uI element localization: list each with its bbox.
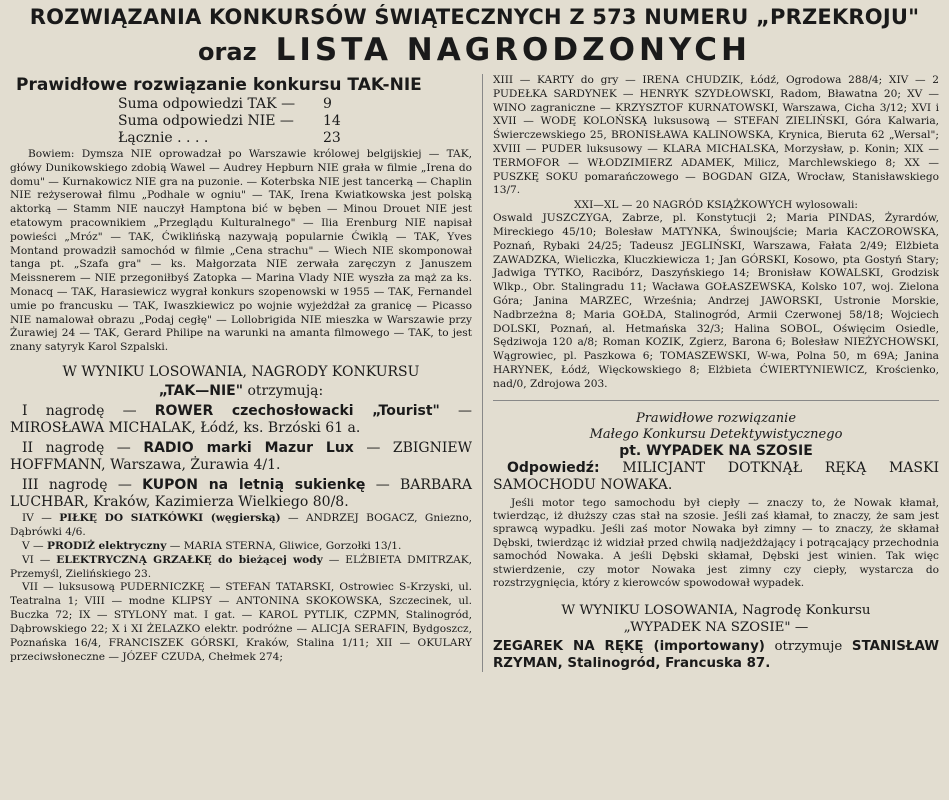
headline-main: ROZWIĄZANIA KONKURSÓW ŚWIĄTECZNYCH Z 573 NUMERU „PRZEKROJU" xyxy=(29,5,920,29)
lottery-heading-rest: otrzymują: xyxy=(247,382,324,399)
prize-item: PRODIŻ elektryczny xyxy=(47,539,167,552)
prize-winner: — BARBARA LUCHBAR, Kraków, Kazimierza Wielkiego 80/8. xyxy=(10,476,473,511)
prize-place: VI — xyxy=(22,553,51,566)
prize-place: III nagrodę — xyxy=(22,476,132,493)
headline-sub xyxy=(10,32,939,73)
prize-list-rest: VII — luksusową PUDERNICZKĘ — STEFAN TATARSKI, Ostrowiec S-Krzyski, ul. Teatralna 1; VIII — modne KLIPSY — ANTONINA SKOKOWSKA, Szczecinek, ul. Buczka 72; IX — STYLONY mat. I gat. — KAROL PYTLIK, CZPMN, Stalinogród, Dąbrowskiego 22; X i XI ŻELAZKO elektr. podróżne — ALICJA SERAFIN, Bydgoszcz, Poznańska 16/4, FRANCISZEK GÓRSKI, Kraków, Stalina 1/11; XII — OKULARY przeciwsłoneczne — JÓZEF CZUDA, Chełmek 274; xyxy=(10,581,472,664)
prize-item: RADIO marki Mazur Lux xyxy=(143,439,354,456)
lottery-heading xyxy=(10,363,472,401)
prize-place: V — xyxy=(22,539,44,552)
detective-lottery-line1: W WYNIKU LOSOWANIA, Nagrodę Konkursu xyxy=(561,603,871,619)
detective-contest-section xyxy=(493,400,939,673)
tally-value: 9 xyxy=(323,96,332,112)
detective-intro: Prawidłowe rozwiązanie xyxy=(635,410,797,426)
answer-text: MILICJANT DOTKNĄŁ RĘKĄ MASKI SAMOCHODU NOWAKA. xyxy=(493,459,939,493)
prize-list-continuation: XIII — KARTY do gry — IRENA CHUDZIK, Łódź, Ogrodowa 288/4; XIV — 2 PUDEŁKA SARDYNEK — HENRYK SZYDŁOWSKI, Radom, Bławatna 20; XV — WINO zagraniczne — KRZYSZTOF KURNATOWSKI, Warszawa, Cicha 3/12; XVI i XVII — WODĘ KOLOŃSKĄ luksusową — STEFAN ZIELIŃSKI, Góra Kalwaria, Świerczewskiego 25, BRONISŁAWA KALINOWSKA, Krynica, Bieruta 62 „Wersal"; XVIII — PUDER luksusowy — KLARA MICHALSKA, Morzysław, p. Konin; XIX — TERMOFOR — WŁODZIMIERZ ADAMEK, Milicz, Marchlewskiego 8; XX — PUSZKĘ SOKU pomarańczowego — BOGDAN GIZA, Wrocław, Stanisławskiego 13/7. xyxy=(493,74,939,197)
detective-winner: STANISŁAW RZYMAN, Stalinogród, Francuska 87. xyxy=(493,639,939,672)
prize-place: I nagrodę — xyxy=(22,402,137,419)
tally-label: Łącznie . . . . xyxy=(118,130,209,146)
tally-row xyxy=(118,113,472,130)
tally-row xyxy=(118,130,472,147)
detective-lottery-line2: „WYPADEK NA SZOSIE" — xyxy=(623,620,809,636)
tally-row xyxy=(118,96,472,113)
detective-title: pt. WYPADEK NA SZOSIE xyxy=(619,442,813,459)
taknie-tally xyxy=(118,96,472,147)
prize-winner: — MIROSŁAWA MICHALAK, Łódź, ks. Brzóski 61 a. xyxy=(10,402,473,437)
prize-entry xyxy=(10,477,472,512)
detective-contest-name: Małego Konkursu Detektywistycznego xyxy=(589,426,843,442)
prize-entry xyxy=(10,403,472,438)
detective-prize-verb: otrzymuje xyxy=(774,639,843,655)
prize-item: PIŁKĘ DO SIATKÓWKI (węgierską) xyxy=(59,511,281,524)
detective-prize xyxy=(493,638,939,672)
lottery-heading-line2 xyxy=(10,382,472,401)
prize-entry xyxy=(10,512,472,540)
tally-value: 14 xyxy=(323,113,341,129)
detective-lottery-heading xyxy=(493,602,939,636)
prize-place: IV — xyxy=(22,511,52,524)
taknie-explanation: Bowiem: Dymsza NIE oprowadzał po Warszawie królowej belgijskiej — TAK, główy Dunikowskiego zdobią Wawel — Audrey Hepburn NIE grała w filmie „Irena do domu" — Kurnakowicz NIE gra na puzonie. — Koterbska NIE jest tancerką — Chaplin NIE reżyserował filmu „Podhale w ogniu" — TAK, Irena Kwiatkowska jest polską aktorką — Stamm NIE nauczył Hamptona bić w bęben — Minou Drouet NIE jest etatowym pracownikiem „Przeglądu Kulturalnego" — Ilia Erenburg NIE napisał powieści „Mróz" — TAK, Ćwiklińską nazywają popularnie Ćwiklą — TAK, Yves Montand prowadził samochód w filmie „Cena strachu" — Wiech NIE skomponował tanga pt. „Szafa gra" — ks. Małgorzata NIE zerwała zaręczyn z Januszem Meissnerem — NIE przegoniłbyś Zatopka — Marina Vlady NIE wyszła za mąż za ks. Monacq — TAK, Harasiewicz wygrał konkurs szopenowski w 1955 — TAK, Fernandel umie po francusku — TAK, Iwaszkiewicz po wojnie wyjeżdżał za granicę — Picasso NIE namalował obrazu „Podaj cegłę" — Lollobrigida NIE mieszka w Warszawie przy Żurawiej 24 — TAK, Gerard Philipe na warunki na amanta filmowego — TAK, to jest znany satyryk Karol Szpalski. xyxy=(10,148,472,354)
prize-winner: — MARIA STERNA, Gliwice, Gorzołki 13/1. xyxy=(169,539,402,552)
detective-solution: Jeśli motor tego samochodu był ciepły — znaczy to, że Nowak kłamał, twierdząc, iż dłuższy czas stał na szosie. Jeśli zaś kłamał, to znaczy, że sam jest sprawcą wypadku. Jeśli zaś motor Nowaka był zimny — to znaczy, że skłamał Dębski, twierdząc iż widział przed chwilą nadjeżdżający i potrącający przechodnia samochód Nowaka. A jeśli Dębski skłamał, Dębski jest winien. Tak więc stwierdzenie, czy motor Nowaka jest zimny czy ciepły, wystarcza do rozstrzygnięcia, który z kierowców spowodował wypadek. xyxy=(493,496,939,589)
book-prizes-list: Oswald JUSZCZYGA, Zabrze, pl. Konstytucji 2; Maria PINDAS, Żyrardów, Mireckiego 45/10; Bolesław MATYNKA, Świnoujście; Maria KACZOROWSKA, Poznań, Rybaki 24/25; Tadeusz JEGLIŃSKI, Warszawa, Fałata 2/49; Elżbieta ZAWADZKA, Wieliczka, Kluczkiewicza 1; Jan GÓRSKI, Kosowo, pta Gostyń Stary; Jadwiga TYTKO, Racibórz, Daszyńskiego 14; Bronisław KOWALSKI, Grodzisk Wlkp., Obr. Stalingradu 11; Wacława GOŁASZEWSKA, Kolsko 107, woj. Zielona Góra; Janina MARZEC, Września; Andrzej JAWORSKI, Ustronie Morskie, Nadbrzeżna 8; Maria GOŁDA, Stalinogród, Armii Czerwonej 58/18; Wojciech DOLSKI, Poznań, al. Hetmańska 32/3; Halina SOBOL, Oświęcim Osiedle, Sędziwoja 120 a/8; Roman KOZIK, Zgierz, Barona 6; Bolesław NIEŻYCHOWSKI, Wągrowiec, pl. Paszkowa 6; TOMASZEWSKI, W-wa, Polna 50, m 69A; Janina HARYNEK, Łódź, Więckowskiego 8; Elżbieta ĆWIERTYNIEWICZ, Krościenko, nad/0, Zdrojowa 203. xyxy=(493,212,939,390)
taknie-title: Prawidłowe rozwiązanie konkursu TAK-NIE xyxy=(16,75,422,95)
prize-item: ROWER czechosłowacki „Tourist" xyxy=(154,402,440,419)
tally-label: Suma odpowiedzi TAK — xyxy=(118,96,296,112)
prize-winner: — ANDRZEJ BOGACZ, Gniezno, Dąbrówki 4/6. xyxy=(10,511,472,538)
prize-item: KUPON na letnią sukienkę xyxy=(142,476,366,493)
detective-answer xyxy=(493,460,939,494)
tally-value: 23 xyxy=(323,130,341,146)
headline-winners-list: LISTA NAGRODZONYCH xyxy=(275,32,751,68)
lottery-heading-line1: W WYNIKU LOSOWANIA, NAGRODY KONKURSU xyxy=(62,363,420,380)
prize-entry xyxy=(10,540,472,554)
prize-entry xyxy=(10,554,472,582)
answer-label: Odpowiedź: xyxy=(507,459,600,476)
book-prizes-title: XXI—XL — 20 NAGRÓD KSIĄŻKOWYCH wylosowali: xyxy=(574,199,858,212)
left-column xyxy=(10,74,482,672)
article-columns xyxy=(10,74,939,672)
headline-prefix: oraz xyxy=(198,38,257,66)
prize-place: II nagrodę — xyxy=(22,439,131,456)
right-column xyxy=(482,74,939,672)
tally-label: Suma odpowiedzi NIE — xyxy=(118,113,294,129)
prize-winner: — ELŻBIETA DMITRZAK, Przemyśl, Zielińskiego 23. xyxy=(10,553,473,580)
detective-prize-item: ZEGAREK NA RĘKĘ (importowany) xyxy=(493,639,765,655)
prize-winner: — ZBIGNIEW HOFFMANN, Warszawa, Żurawia 4/1. xyxy=(10,439,472,474)
prize-item: ELEKTRYCZNĄ GRZAŁKĘ do bieżącej wody xyxy=(56,553,323,566)
lottery-contest-name: „TAK—NIE" xyxy=(158,382,244,399)
prize-entry xyxy=(10,440,472,475)
